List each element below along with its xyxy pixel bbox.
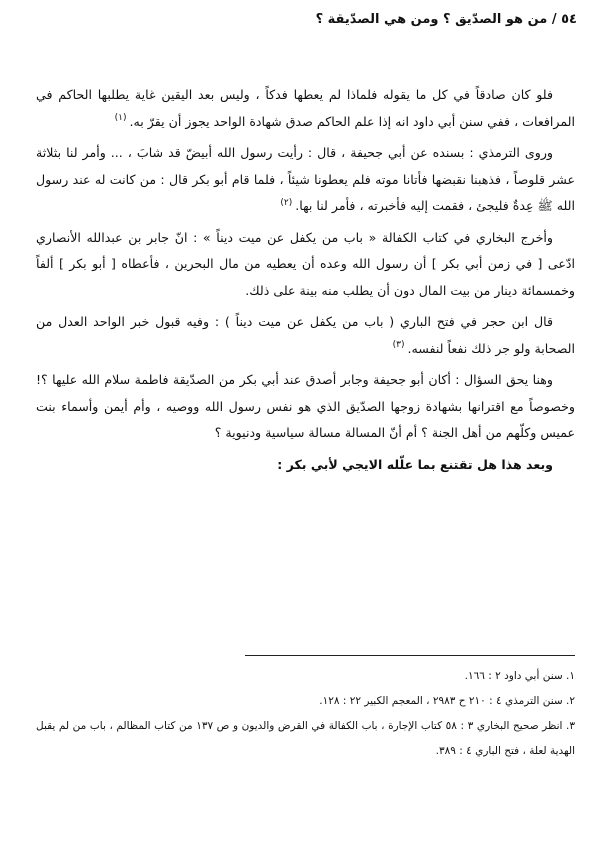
running-header: ٥٤ / من هو الصدّيق ؟ ومن هي الصدّيقة ؟: [315, 12, 577, 27]
footnote-item: ٢. سنن الترمذي ٤ : ٢١٠ ح ٢٩٨٣ ، المعجم الكبير ٢٢ : ١٢٨.: [319, 695, 575, 707]
paragraph-text: قال ابن حجر في فتح الباري ( باب من يكفل عن ميت ديناً ) : وفيه قبول خبر الواحد العدل من الصحابة ولو جر ذلك نفعاً لنفسه.: [36, 314, 575, 356]
paragraph-text: وبعد هذا هل تقتنع بما علّله الايجي لأبي بكر :: [277, 456, 553, 472]
footnote-ref: (٣): [392, 340, 405, 351]
paragraph-closing: [36, 452, 575, 479]
paragraph-text: فلو كان صادقاً في كل ما يقوله فلماذا لم يعطها فدكاً ، وليس بعد اليقين غاية يطلبها الحاكم في المرافعات ، ففي سنن أبي داود انه إذا علم الحاكم صدق شهادة الواحد يجوز أن يقرّ به.: [36, 87, 575, 129]
paragraph-text: وروى الترمذي : بسنده عن أبي جحيفة ، قال : رأيت رسول الله أبيضّ قد شابَ ، ... وأمر لنا بثلاثة عشر قلوصاً ، فذهبنا نقبضها فأتانا موته فلم يعطونا شيئاً ، فلما قام أبو بكر قال : من كانت له عند رسول الله ﷺ عِدةٌ فليجئ ، فقمت إليه فأخبرته ، فأمر لنا بها.: [36, 145, 575, 213]
footnotes: [36, 664, 575, 764]
footnote-item: ٣. انظر صحيح البخاري ٣ : ٥٨ كتاب الإجارة ، باب الكفالة في القرض والديون و ص ١٣٧ من كتاب المظالم ، باب من لم يقبل الهدية لعلة ، فتح الباري ٤ : ٣٨٩.: [36, 720, 575, 757]
paragraph-text: وأخرج البخاري في كتاب الكفالة « باب من يكفل عن ميت ديناً » : انّ جابر بن عبدالله الأنصاري ادّعى [ في زمن أبي بكر ] أن رسول الله وعده أن يعطيه من مال البحرين ، فأعطاه [ أبو بكر ] ألفاً وخمسمائة دينار من بيت المال دون أن يطلب منه بينة على ذلك.: [36, 229, 575, 298]
main-text: [36, 82, 575, 483]
paragraph-text: وهنا يحق السؤال : أكان أبو جحيفة وجابر أصدق عند أبي بكر من الصدّيقة فاطمة سلام الله عليها ؟! وخصوصاً مع اقترانها بشهادة زوجها الصدّيق الذي هو نفس رسول الله ووصيه ، وأم أيمن وأسماء بنت عميس وكلّهم من أهل الجنة ؟ أم أنّ المسالة مسالة سياسية ودنيوية ؟: [36, 372, 575, 440]
paragraph-bukhari: [36, 225, 575, 305]
footnote-item: ١. سنن أبي داود ٢ : ١٦٦.: [464, 670, 575, 682]
footnote-ref: (١): [114, 113, 127, 124]
paragraph-tirmidhi: [36, 140, 575, 220]
paragraph-question: [36, 367, 575, 447]
paragraph-fadak: [36, 82, 575, 135]
footnote-divider: [245, 655, 575, 656]
paragraph-ibn-hajar: [36, 309, 575, 362]
footnote-ref: (٢): [280, 197, 293, 208]
